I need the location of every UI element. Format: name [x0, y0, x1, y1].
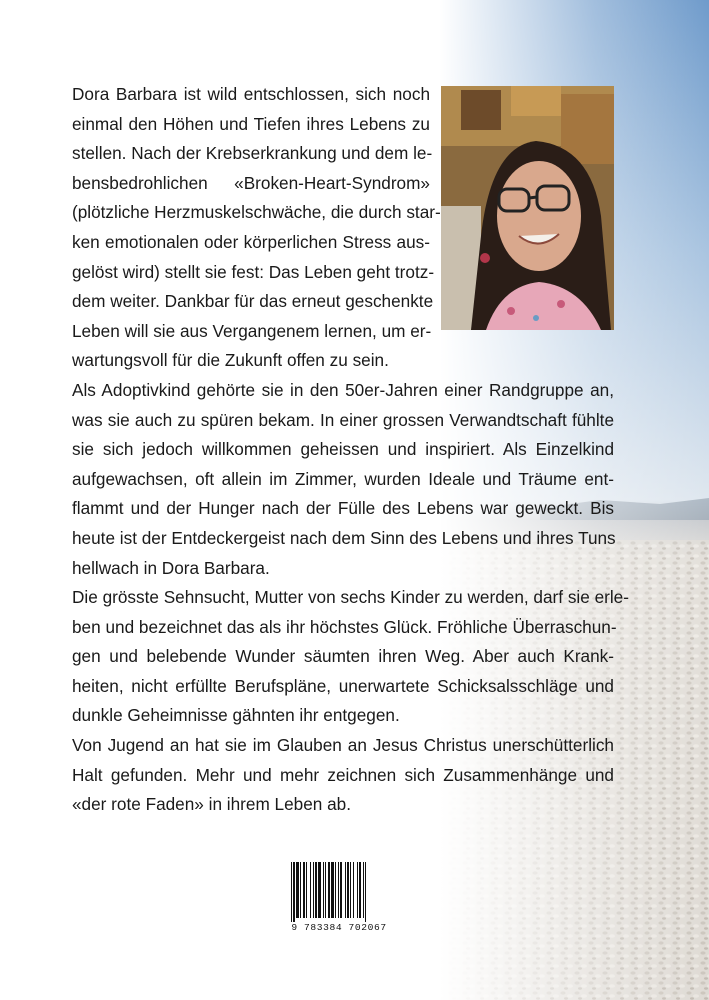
barcode-bar	[315, 862, 317, 918]
text-line: Von Jugend an hat sie im Glauben an Jesus Christus unerschütterlich	[72, 735, 614, 756]
text-line: Halt gefunden. Mehr und mehr zeichnen sich Zusammenhänge und	[72, 764, 614, 785]
text-line: was sie auch zu spüren bekam. In einer grossen Verwandtschaft fühlte	[72, 409, 614, 430]
text-line: ken emotionalen oder körperlichen Stress aus-	[72, 231, 430, 252]
barcode-bar	[363, 862, 364, 918]
paragraph-4	[72, 731, 614, 820]
text-line: flammt und der Hunger nach der Fülle des Lebens war geweckt. Bis	[72, 498, 614, 519]
text-line: einmal den Höhen und Tiefen ihres Lebens zu	[72, 113, 430, 134]
paragraph-1	[72, 80, 441, 376]
text-line: (plötzliche Herzmuskelschwäche, die durch star-	[72, 202, 441, 223]
paragraph-2	[72, 376, 614, 583]
barcode-bar	[350, 862, 351, 918]
barcode-bar	[328, 862, 330, 918]
barcode-bar	[296, 862, 299, 918]
text-line: Als Adoptivkind gehörte sie in den 50er-Jahren einer Randgruppe an,	[72, 379, 614, 400]
paragraph-3	[72, 583, 629, 731]
barcode-bar	[313, 862, 314, 918]
isbn-barcode	[285, 860, 393, 938]
barcode-bar	[338, 862, 339, 918]
blurb-text	[72, 80, 629, 820]
barcode-bar	[325, 862, 326, 918]
barcode-bar	[357, 862, 358, 918]
text-line: Die grösste Sehnsucht, Mutter von sechs Kinder zu werden, darf sie erle-	[72, 587, 629, 608]
text-line: dem weiter. Dankbar für das erneut geschenkte	[72, 291, 434, 312]
barcode-bar	[359, 862, 361, 918]
barcode-bar	[323, 862, 324, 918]
barcode-bar	[306, 862, 307, 918]
text-line: gelöst wird) stellt sie fest: Das Leben geht trotz-	[72, 261, 435, 282]
text-line: aufgewachsen, oft allein im Zimmer, wurden Ideale und Träume ent-	[72, 468, 614, 489]
text-line: Dora Barbara ist wild entschlossen, sich noch	[72, 84, 430, 104]
text-line: ben und bezeichnet das als ihr höchstes Glück. Fröhliche Überraschun-	[72, 616, 617, 637]
text-line: hellwach in Dora Barbara.	[72, 557, 270, 578]
text-line: «der rote Faden» in ihrem Leben ab.	[72, 794, 352, 815]
text-line: Leben will sie aus Vergangenem lernen, um er-	[72, 320, 432, 341]
barcode-bar	[345, 862, 346, 918]
text-line: stellen. Nach der Krebserkrankung und dem le-	[72, 143, 433, 164]
barcode-bar	[335, 862, 336, 918]
text-line: wartungsvoll für die Zukunft offen zu sein.	[72, 350, 389, 371]
barcode-bar	[365, 862, 366, 922]
text-line: sie sich jedoch willkommen geheissen und inspiriert. Als Einzelkind	[72, 439, 614, 460]
isbn-number: 9 783384 702067	[291, 922, 387, 933]
barcode-bar	[331, 862, 334, 918]
barcode-bars	[285, 860, 393, 922]
text-line: heiten, nicht erfüllte Berufspläne, unerwartete Schicksalsschläge und	[72, 675, 614, 696]
text-line: gen und belebende Wunder säumten ihren Weg. Aber auch Krank-	[72, 646, 614, 667]
barcode-bar	[340, 862, 342, 918]
text-line: bensbedrohlichen «Broken-Heart-Syndrom»	[72, 172, 430, 193]
barcode-bar	[310, 862, 311, 918]
barcode-bar	[291, 862, 292, 922]
barcode-bar	[300, 862, 301, 918]
barcode-bar	[347, 862, 349, 918]
text-line: heute ist der Entdeckergeist nach dem Sinn des Lebens und ihres Tuns	[72, 527, 616, 548]
barcode-bar	[293, 862, 295, 922]
barcode-bar	[303, 862, 305, 918]
text-line: dunkle Geheimnisse gähnten ihr entgegen.	[72, 705, 400, 726]
barcode-bar	[353, 862, 354, 918]
barcode-bar	[318, 862, 321, 918]
